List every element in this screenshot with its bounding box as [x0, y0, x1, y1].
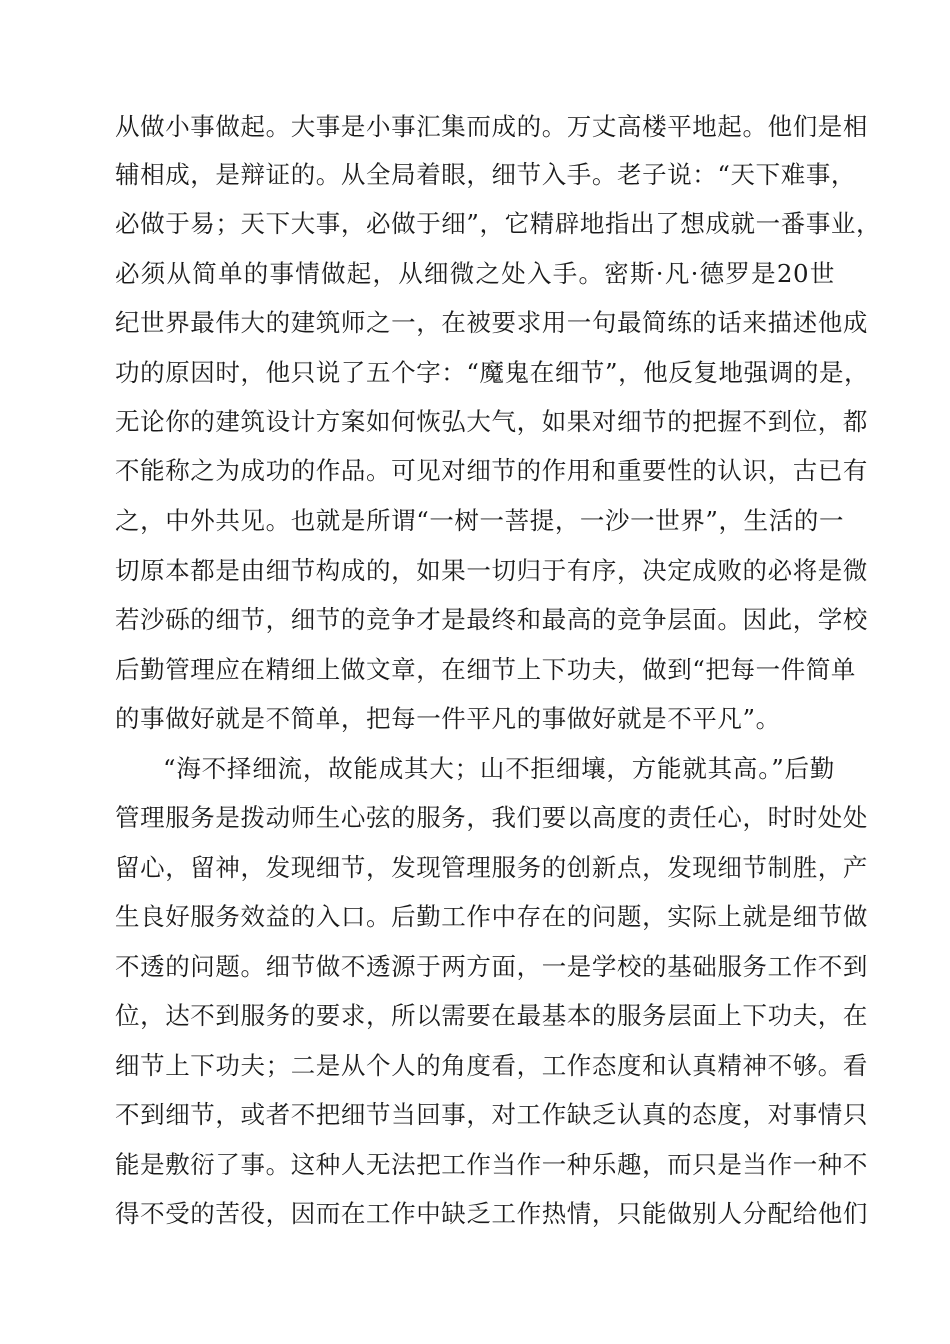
text-line: 之，中外共见。也就是所谓“一树一菩提，一沙一世界”，生活的一 — [115, 506, 845, 535]
text-line: 生良好服务效益的入口。后勤工作中存在的问题，实际上就是细节做 — [115, 902, 868, 931]
text-line: 能是敷衍了事。这种人无法把工作当作一种乐趣，而只是当作一种不 — [115, 1150, 868, 1179]
text-line: 位，达不到服务的要求，所以需要在最基本的服务层面上下功夫，在 — [115, 1001, 868, 1030]
text-line: 后勤管理应在精细上做文章，在细节上下功夫，做到“把每一件简单 — [115, 655, 857, 684]
text-line: 管理服务是拨动师生心弦的服务，我们要以高度的责任心，时时处处 — [115, 803, 868, 832]
text-line: 辅相成，是辩证的。从全局着眼，细节入手。老子说：“天下难事， — [115, 160, 857, 189]
text-line-last: 的事做好就是不简单，把每一件平凡的事做好就是不平凡”。 — [115, 704, 781, 733]
text-line: 无论你的建筑设计方案如何恢弘大气，如果对细节的把握不到位，都 — [115, 407, 868, 436]
text-line: 必做于易；天下大事，必做于细”，它精辟地指出了想成就一番事业， — [115, 209, 882, 238]
text-line: 不能称之为成功的作品。可见对细节的作用和重要性的认识，古已有 — [115, 456, 868, 485]
text-line: 功的原因时，他只说了五个字：“魔鬼在细节”，他反复地强调的是， — [115, 358, 870, 387]
text-line: 留心，留神，发现细节，发现管理服务的创新点，发现细节制胜，产 — [115, 853, 868, 882]
text-line: 纪世界最伟大的建筑师之一，在被要求用一句最简练的话来描述他成 — [115, 308, 868, 337]
text-line: 切原本都是由细节构成的，如果一切归于有序，决定成败的必将是微 — [115, 556, 868, 585]
text-line-first: “海不择细流，故能成其大；山不拒细壤，方能就其高。”后勤 — [163, 754, 835, 783]
text-line: 不到细节，或者不把细节当回事，对工作缺乏认真的态度，对事情只 — [115, 1100, 868, 1129]
text-line: 若沙砾的细节，细节的竞争才是最终和最高的竞争层面。因此，学校 — [115, 605, 868, 634]
text-line: 不透的问题。细节做不透源于两方面，一是学校的基础服务工作不到 — [115, 952, 868, 981]
text-line: 从做小事做起。大事是小事汇集而成的。万丈高楼平地起。他们是相 — [115, 112, 868, 141]
text-line: 细节上下功夫；二是从个人的角度看，工作态度和认真精神不够。看 — [115, 1051, 868, 1080]
text-line: 得不受的苦役，因而在工作中缺乏工作热情，只能做别人分配给他们 — [115, 1199, 868, 1228]
text-line: 必须从简单的事情做起，从细微之处入手。密斯·凡·德罗是20世 — [115, 259, 835, 288]
